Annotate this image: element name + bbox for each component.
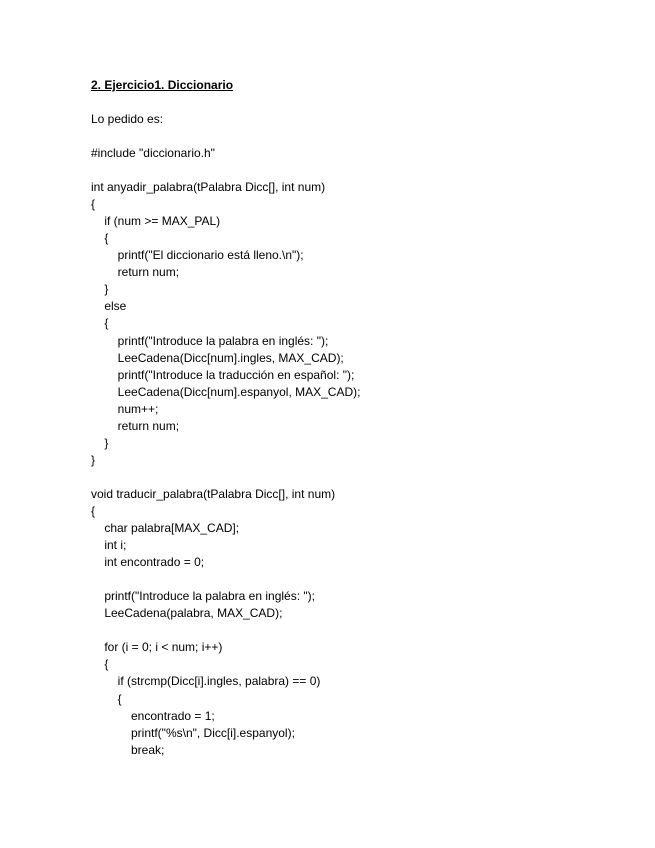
code-line: int anyadir_palabra(tPalabra Dicc[], int num) [91, 180, 326, 195]
code-line: return num; [91, 265, 180, 280]
code-line: printf("%s\n", Dicc[i].espanyol); [91, 725, 295, 740]
code-line: { [91, 657, 109, 672]
code-line: LeeCadena(palabra, MAX_CAD); [91, 606, 283, 621]
code-line: } [91, 452, 96, 467]
code-line: printf("Introduce la palabra en inglés: "); [91, 589, 315, 604]
code-line: if (num >= MAX_PAL) [91, 214, 221, 229]
code-line: printf("Introduce la traducción en español: "); [91, 367, 355, 382]
intro-text: Lo pedido es: [91, 112, 164, 126]
code-line: printf("Introduce la palabra en inglés: "); [91, 333, 329, 348]
code-line: num++; [91, 401, 159, 416]
code-line: encontrado = 1; [91, 708, 215, 723]
code-line: char palabra[MAX_CAD]; [91, 521, 240, 536]
code-line: if (strcmp(Dicc[i].ingles, palabra) == 0) [91, 674, 321, 689]
code-line: for (i = 0; i < num; i++) [91, 640, 223, 655]
code-line [91, 162, 360, 179]
code-line: printf("El diccionario está lleno.\n"); [91, 248, 304, 263]
code-line: { [91, 691, 122, 706]
code-line: } [91, 282, 109, 297]
code-line: void traducir_palabra(tPalabra Dicc[], int num) [91, 486, 336, 501]
code-block [91, 145, 360, 759]
code-line [91, 571, 360, 588]
code-line: return num; [91, 418, 180, 433]
code-line: { [91, 197, 96, 212]
code-line: int i; [91, 538, 127, 553]
section-heading: 2. Ejercicio1. Diccionario [91, 78, 234, 92]
code-line: { [91, 231, 109, 246]
code-line: #include "diccionario.h" [91, 146, 215, 160]
code-line [91, 469, 360, 486]
code-line [91, 622, 360, 639]
code-line: break; [91, 742, 165, 757]
code-line: } [91, 435, 109, 450]
code-line: else [91, 299, 127, 314]
code-line: LeeCadena(Dicc[num].ingles, MAX_CAD); [91, 350, 344, 365]
code-line: LeeCadena(Dicc[num].espanyol, MAX_CAD); [91, 384, 361, 399]
code-line: int encontrado = 0; [91, 555, 205, 570]
code-line: { [91, 503, 96, 518]
code-line: { [91, 316, 109, 331]
